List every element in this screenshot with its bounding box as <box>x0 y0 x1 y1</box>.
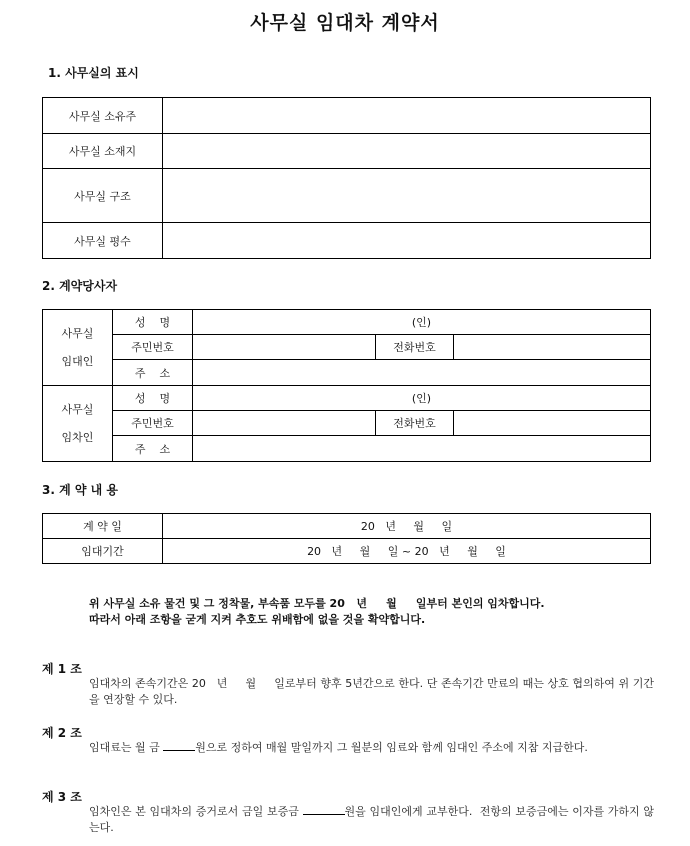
lease-period-field[interactable]: 20 년 월 일 ~ 20 년 월 일 <box>163 539 651 564</box>
pledge-statement <box>89 596 545 628</box>
location-label: 사무실 소재지 <box>43 134 163 169</box>
article3-pre: 임차인은 본 임대차의 증거로서 금일 보증금 <box>89 805 303 818</box>
article2-pre: 임대료는 월 금 <box>89 741 164 754</box>
lessor-rrn-label: 주민번호 <box>113 335 193 360</box>
lessee-rrn-label: 주민번호 <box>113 411 193 436</box>
lessor-label-line1: 사무실 <box>61 326 94 340</box>
lease-period-label: 임대기간 <box>43 539 163 564</box>
lessee-address-label: 주 소 <box>113 436 193 462</box>
area-label: 사무실 평수 <box>43 223 163 259</box>
contract-date-field[interactable]: 20 년 월 일 <box>163 514 651 539</box>
lessor-rrn-field[interactable] <box>193 335 376 360</box>
lessee-phone-field[interactable] <box>454 411 651 436</box>
lessee-phone-label: 전화번호 <box>376 411 454 436</box>
deposit-amount-blank[interactable] <box>303 804 345 815</box>
lessor-phone-label: 전화번호 <box>376 335 454 360</box>
document-title: 사무실 임대차 계약서 <box>250 12 440 34</box>
lessor-phone-field[interactable] <box>454 335 651 360</box>
lessee-address-field[interactable] <box>193 436 651 462</box>
article3-title: 제 3 조 <box>42 790 82 804</box>
lessee-rrn-field[interactable] <box>193 411 376 436</box>
section1-heading: 1. 사무실의 표시 <box>48 66 139 80</box>
owner-label: 사무실 소유주 <box>43 98 163 134</box>
lessee-name-field[interactable] <box>193 386 651 411</box>
lessor-name-label: 성 명 <box>113 310 193 335</box>
contract-terms-table <box>42 513 651 564</box>
section2-heading: 2. 계약당사자 <box>42 279 118 293</box>
office-info-table <box>42 97 651 259</box>
owner-field[interactable] <box>163 98 651 134</box>
lessee-seal: (인) <box>411 392 432 405</box>
lessee-name-label: 성 명 <box>113 386 193 411</box>
lessor-seal: (인) <box>411 316 432 329</box>
pledge-line-2: 따라서 아래 조항을 굳게 지켜 추호도 위배함에 없을 것을 확약합니다. <box>89 613 426 626</box>
rent-amount-blank[interactable] <box>163 740 195 751</box>
lessor-address-field[interactable] <box>193 360 651 386</box>
lessor-label-line2: 임대인 <box>61 354 94 368</box>
pledge-line-1: 위 사무실 소유 물건 및 그 정착물, 부속품 모두를 20 년 월 일부터 본인의 임차합니다. <box>89 597 545 610</box>
lessor-label <box>43 310 113 386</box>
contract-date-label: 계 약 일 <box>43 514 163 539</box>
article2-title: 제 2 조 <box>42 726 82 740</box>
section3-heading: 3. 계 약 내 용 <box>42 483 118 497</box>
article2-body <box>89 740 654 756</box>
lessee-label-line2: 임차인 <box>61 430 94 444</box>
article3-body <box>89 804 654 836</box>
lessee-label-line1: 사무실 <box>61 402 94 416</box>
lessee-label <box>43 386 113 462</box>
article1-title: 제 1 조 <box>42 662 82 676</box>
lessor-address-label: 주 소 <box>113 360 193 386</box>
structure-field[interactable] <box>163 169 651 223</box>
article3-post: 원을 임대인에게 교부한다. 전항의 보증금에는 이자를 가하지 않는다. <box>89 805 655 834</box>
location-field[interactable] <box>163 134 651 169</box>
lessor-name-field[interactable] <box>193 310 651 335</box>
article2-post: 원으로 정하여 매월 말일까지 그 월분의 임료와 함께 임대인 주소에 지참 지급한다. <box>195 741 588 754</box>
article1-body: 임대차의 존속기간은 20 년 월 일로부터 향후 5년간으로 한다. 단 존속기간 만료의 때는 상호 협의하여 위 기간을 연장할 수 있다. <box>89 677 654 706</box>
structure-label: 사무실 구조 <box>43 169 163 223</box>
area-field[interactable] <box>163 223 651 259</box>
parties-table <box>42 309 651 462</box>
